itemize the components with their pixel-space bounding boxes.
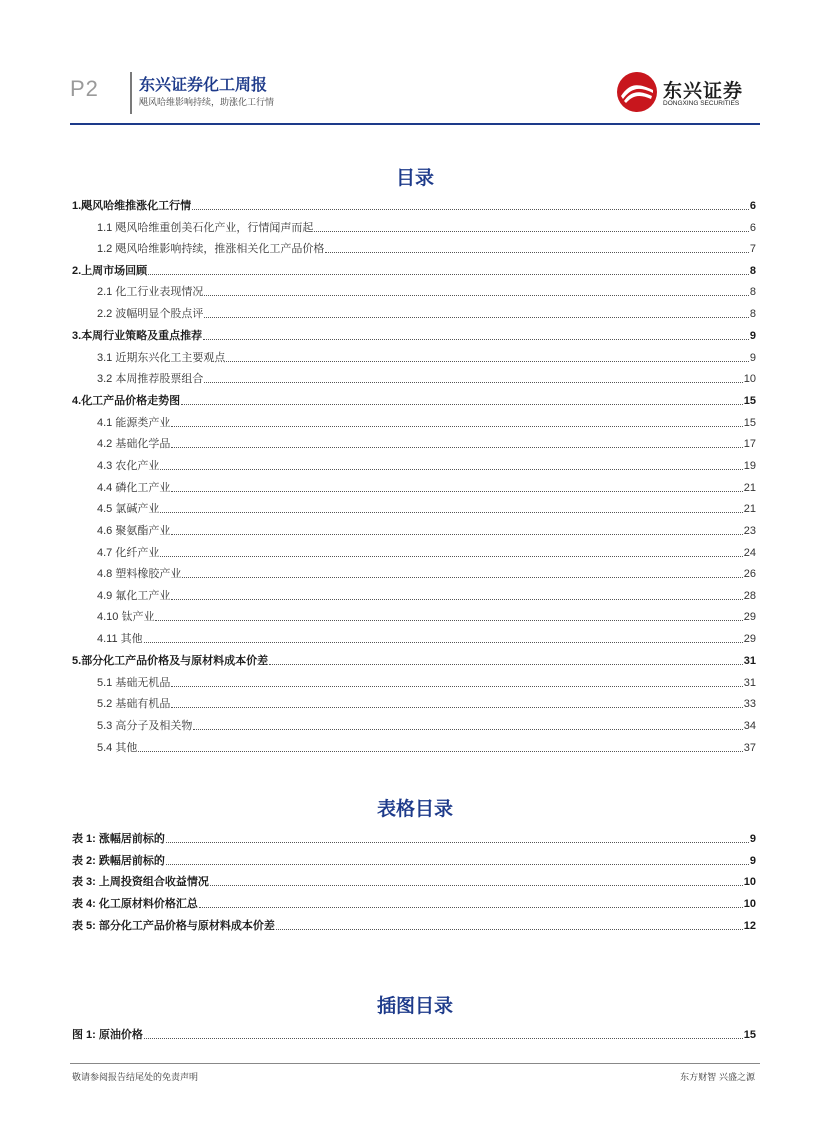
toc-entry-page: 26 [743, 568, 756, 580]
toc-entry-number: 4.8 [97, 568, 116, 580]
toc-entry[interactable] [97, 242, 756, 256]
dot-leader [182, 576, 742, 578]
dot-leader [160, 511, 742, 513]
toc-entry[interactable] [97, 221, 756, 235]
toc-entry-number: 5.1 [97, 677, 116, 689]
toc-entry-text: 飓风哈维影响持续，推涨相关化工产品价格 [115, 242, 325, 255]
toc-entry-text: 飓风哈维推涨化工行情 [81, 199, 192, 212]
toc-entry-number: 2.2 [97, 308, 116, 320]
table-toc-entry[interactable] [72, 875, 756, 889]
toc-entry-page: 31 [743, 677, 756, 689]
dot-leader [276, 928, 743, 930]
dot-leader [204, 294, 749, 296]
toc-entry-text: 塑料橡胶产业 [115, 567, 182, 580]
toc-entry-text: 氟化工产业 [115, 589, 171, 602]
dot-leader [148, 273, 749, 275]
table-toc-number: 表 5: [72, 920, 99, 932]
toc-entry-text: 聚氨酯产业 [115, 524, 171, 537]
toc-entry-page: 23 [743, 525, 756, 537]
toc-entry[interactable] [97, 285, 756, 299]
table-toc-page: 9 [749, 855, 756, 867]
toc-entry-number: 4.9 [97, 590, 116, 602]
toc-entry-number: 4.2 [97, 438, 116, 450]
dot-leader [314, 230, 749, 232]
toc-entry-page: 21 [743, 482, 756, 494]
toc-entry-text: 部分化工产品价格及与原材料成本价差 [81, 654, 269, 667]
toc-entry-number: 4.3 [97, 460, 116, 472]
toc-entry-text: 波幅明显个股点评 [115, 307, 204, 320]
toc-entry-text: 化工行业表现情况 [115, 285, 204, 298]
dot-leader [192, 208, 749, 210]
toc-entry-text: 化纤产业 [115, 546, 160, 559]
toc-entry-number: 4.10 [97, 611, 122, 623]
toc-entry-text: 基础化学品 [115, 437, 171, 450]
toc-entry-number: 1.2 [97, 243, 116, 255]
toc-entry-page: 8 [749, 308, 756, 320]
table-toc-page: 9 [749, 833, 756, 845]
dot-leader [204, 381, 742, 383]
toc-entry-page: 10 [743, 373, 756, 385]
table-toc-entry[interactable] [72, 832, 756, 846]
toc-entry-page: 24 [743, 547, 756, 559]
toc-entry[interactable] [97, 632, 756, 646]
toc-entry-text: 钛产业 [121, 610, 155, 623]
logo-mark-icon [615, 70, 659, 114]
dot-leader [325, 251, 749, 253]
toc-entry[interactable] [97, 351, 756, 365]
toc-entry-text: 基础无机品 [115, 676, 171, 689]
toc-entry-text: 本周推荐股票组合 [115, 372, 204, 385]
toc-entry[interactable] [97, 372, 756, 386]
toc-entry[interactable] [97, 676, 756, 690]
toc-entry-page: 9 [749, 330, 756, 342]
dot-leader [160, 555, 742, 557]
toc-entry-number: 3.2 [97, 373, 116, 385]
toc-entry-text: 农化产业 [115, 459, 160, 472]
table-toc-text: 部分化工产品价格与原材料成本价差 [98, 919, 275, 932]
toc-entry[interactable] [97, 416, 756, 430]
footer-rule [70, 1063, 760, 1064]
table-toc-page: 12 [743, 920, 756, 932]
toc-entry-number: 4.1 [97, 417, 116, 429]
table-toc-entry[interactable] [72, 854, 756, 868]
dot-leader [171, 490, 742, 492]
toc-entry-text: 本周行业策略及重点推荐 [81, 329, 203, 342]
toc-entry-number: 4.7 [97, 547, 116, 559]
table-toc-number: 表 4: [72, 898, 99, 910]
toc-entry-number: 1. [72, 200, 82, 212]
toc-entry-page: 6 [749, 200, 756, 212]
toc-entry[interactable] [72, 394, 756, 408]
dot-leader [269, 663, 743, 665]
toc-entry-page: 15 [743, 395, 756, 407]
figures-toc-title: 插图目录 [376, 995, 453, 1017]
toc-entry[interactable] [97, 502, 756, 516]
toc-entry-page: 8 [749, 265, 756, 277]
dot-leader [171, 685, 742, 687]
tables-toc-title: 表格目录 [376, 798, 453, 820]
toc-entry-text: 近期东兴化工主要观点 [115, 351, 226, 364]
toc-entry-text: 其他 [115, 741, 138, 754]
toc-entry[interactable] [72, 199, 756, 213]
toc-entry-text: 上周市场回顾 [81, 264, 148, 277]
toc-entry-page: 31 [743, 655, 756, 667]
toc-entry-page: 29 [743, 611, 756, 623]
toc-entry-text: 其他 [120, 632, 143, 645]
dot-leader [166, 863, 749, 865]
dot-leader [199, 906, 743, 908]
table-toc-text: 化工原材料价格汇总 [98, 897, 198, 910]
toc-entry-number: 4.11 [97, 633, 121, 645]
toc-entry[interactable] [97, 567, 756, 581]
toc-entry-page: 8 [749, 286, 756, 298]
dot-leader [144, 641, 743, 643]
toc-entry-page: 19 [743, 460, 756, 472]
footer-disclaimer: 敬请参阅报告结尾处的免责声明 [72, 1073, 199, 1083]
toc-entry[interactable] [97, 610, 756, 624]
toc-entry-page: 29 [743, 633, 756, 645]
report-title: 东兴证券化工周报 [139, 75, 268, 94]
toc-entry-number: 1.1 [97, 222, 116, 234]
toc-entry[interactable] [97, 697, 756, 711]
toc-entry[interactable] [97, 307, 756, 321]
toc-entry[interactable] [97, 437, 756, 451]
table-toc-text: 跌幅居前标的 [98, 854, 165, 867]
logo-text-en: DONGXING SECURITIES [663, 100, 740, 107]
dot-leader [204, 316, 749, 318]
toc-entry[interactable] [97, 741, 756, 755]
dot-leader [171, 425, 742, 427]
logo-text-cn: 东兴证券 [663, 80, 744, 102]
toc-entry-page: 33 [743, 698, 756, 710]
company-logo [615, 70, 755, 114]
dot-leader [171, 598, 742, 600]
toc-entry[interactable] [97, 546, 756, 560]
footer-slogan: 东方财智 兴盛之源 [680, 1073, 755, 1083]
table-toc-number: 表 3: [72, 876, 99, 888]
dot-leader [226, 360, 749, 362]
toc-entry-text: 能源类产业 [115, 416, 171, 429]
dot-leader [160, 468, 742, 470]
table-toc-text: 上周投资组合收益情况 [98, 875, 209, 888]
dot-leader [138, 750, 742, 752]
toc-entry-number: 4.4 [97, 482, 116, 494]
toc-entry[interactable] [97, 524, 756, 538]
toc-entry-text: 化工产品价格走势图 [81, 394, 181, 407]
toc-entry-text: 基础有机品 [115, 697, 171, 710]
toc-entry-number: 4.5 [97, 503, 116, 515]
dot-leader [171, 446, 742, 448]
page-number: P2 [70, 76, 99, 101]
toc-entry-number: 5.4 [97, 742, 116, 754]
toc-entry-page: 15 [743, 417, 756, 429]
toc-entry[interactable] [97, 459, 756, 473]
figure-toc-text: 原油价格 [98, 1028, 143, 1041]
table-toc-text: 涨幅居前标的 [98, 832, 165, 845]
toc-entry-text: 飓风哈维重创美石化产业，行情闻声而起 [115, 221, 314, 234]
toc-entry-number: 5. [72, 655, 82, 667]
dot-leader [171, 533, 742, 535]
figure-toc-page: 15 [743, 1029, 756, 1041]
dot-leader [166, 841, 749, 843]
dot-leader [171, 706, 742, 708]
toc-entry-page: 21 [743, 503, 756, 515]
toc-entry-number: 4. [72, 395, 82, 407]
toc-entry-page: 6 [749, 222, 756, 234]
toc-entry[interactable] [97, 589, 756, 603]
toc-entry-page: 34 [743, 720, 756, 732]
table-toc-number: 表 2: [72, 855, 99, 867]
header-rule [70, 123, 760, 125]
toc-entry-page: 7 [749, 243, 756, 255]
toc-entry-number: 3.1 [97, 352, 116, 364]
dot-leader [203, 338, 749, 340]
table-toc-number: 表 1: [72, 833, 99, 845]
figure-toc-number: 图 1: [72, 1029, 99, 1041]
dot-leader [181, 403, 743, 405]
toc-entry[interactable] [72, 654, 756, 668]
toc-entry-text: 高分子及相关物 [115, 719, 193, 732]
toc-entry-text: 氯碱产业 [115, 502, 160, 515]
toc-entry-number: 2.1 [97, 286, 116, 298]
table-toc-entry[interactable] [72, 897, 756, 911]
dot-leader [193, 728, 742, 730]
toc-entry-page: 37 [743, 742, 756, 754]
table-toc-page: 10 [743, 876, 756, 888]
table-toc-page: 10 [743, 898, 756, 910]
toc-entry-page: 9 [749, 352, 756, 364]
toc-title: 目录 [395, 167, 434, 189]
toc-entry-number: 5.3 [97, 720, 116, 732]
toc-entry-number: 4.6 [97, 525, 116, 537]
dot-leader [210, 884, 743, 886]
toc-entry-number: 2. [72, 265, 82, 277]
toc-entry[interactable] [72, 329, 756, 343]
dot-leader [144, 1037, 743, 1039]
toc-entry-page: 28 [743, 590, 756, 602]
report-subtitle: 飓风哈维影响持续，助涨化工行情 [139, 98, 275, 108]
toc-entry-text: 磷化工产业 [115, 481, 171, 494]
dot-leader [155, 619, 742, 621]
toc-entry-page: 17 [743, 438, 756, 450]
figure-toc-entry[interactable] [72, 1028, 756, 1042]
toc-entry[interactable] [72, 264, 756, 278]
table-toc-entry[interactable] [72, 919, 756, 933]
toc-entry-number: 3. [72, 330, 82, 342]
toc-entry-number: 5.2 [97, 698, 116, 710]
toc-entry[interactable] [97, 481, 756, 495]
toc-entry[interactable] [97, 719, 756, 733]
header-divider [130, 72, 132, 114]
